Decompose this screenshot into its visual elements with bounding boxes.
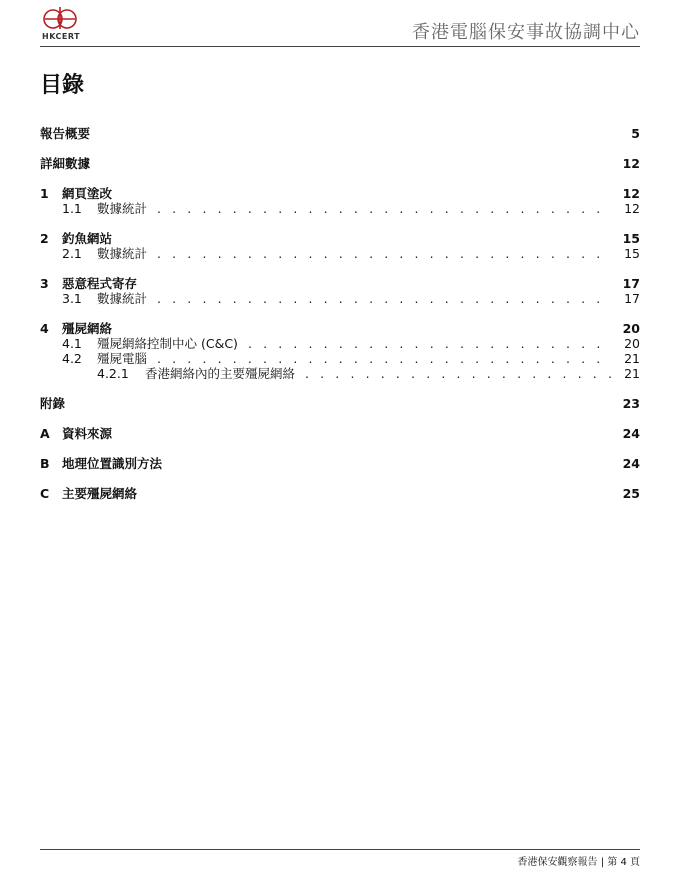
- toc-entry-label: 報告概要: [40, 126, 91, 141]
- logo-text: HKCERT: [42, 32, 81, 41]
- toc-entry[interactable]: [40, 486, 640, 501]
- page-footer: [40, 849, 640, 868]
- toc-gap: [40, 441, 640, 456]
- toc-entry[interactable]: [40, 156, 640, 171]
- toc-entry[interactable]: [40, 426, 640, 441]
- toc-entry[interactable]: [40, 366, 640, 381]
- toc-entry-label: 殭屍網絡: [62, 321, 113, 336]
- toc-gap: [40, 141, 640, 156]
- toc-entry-number: 2.1: [62, 246, 82, 261]
- toc-entry-number: A: [40, 426, 50, 441]
- dot-leader: [157, 351, 612, 366]
- dot-leader: [157, 201, 612, 216]
- toc-entry-number: 2: [40, 231, 49, 246]
- dot-leader: [248, 336, 612, 351]
- toc-gap: [40, 216, 640, 231]
- toc-entry-page: 21: [624, 366, 640, 381]
- toc-entry-number: 1: [40, 186, 49, 201]
- dot-leader: [157, 246, 612, 261]
- toc-entry-page: 17: [622, 276, 640, 291]
- toc-entry-label: 網頁塗改: [62, 186, 113, 201]
- toc-gap: [40, 306, 640, 321]
- table-of-contents: [40, 126, 640, 501]
- toc-entry-page: 15: [622, 231, 640, 246]
- toc-entry-page: 21: [624, 351, 640, 366]
- footer-text: 香港保安觀察報告 | 第 4 頁: [517, 857, 640, 868]
- dot-leader: [305, 366, 612, 381]
- toc-entry-number: B: [40, 456, 50, 471]
- toc-entry-label: 香港網絡內的主要殭屍網絡: [145, 366, 296, 381]
- toc-entry-number: 3.1: [62, 291, 82, 306]
- toc-gap: [40, 171, 640, 186]
- toc-entry-page: 12: [624, 201, 640, 216]
- toc-entry-page: 12: [622, 156, 640, 171]
- toc-entry[interactable]: [40, 201, 640, 216]
- hkcert-logo: [40, 6, 100, 44]
- toc-entry-page: 20: [624, 336, 640, 351]
- toc-entry-page: 20: [622, 321, 640, 336]
- toc-entry-label: 主要殭屍網絡: [62, 486, 138, 501]
- toc-entry-label: 資料來源: [62, 426, 113, 441]
- logo-mark-icon: [42, 6, 78, 30]
- toc-entry-number: 1.1: [62, 201, 82, 216]
- dot-leader: [157, 291, 612, 306]
- toc-entry-label: 殭屍電腦: [97, 351, 148, 366]
- toc-entry-number: 3: [40, 276, 49, 291]
- toc-entry-number: 4.1: [62, 336, 82, 351]
- toc-entry[interactable]: [40, 126, 640, 141]
- toc-entry-label: 地理位置識別方法: [62, 456, 163, 471]
- page-title: 目錄: [40, 73, 85, 98]
- toc-gap: [40, 411, 640, 426]
- toc-entry-page: 24: [622, 426, 640, 441]
- toc-entry-page: 17: [624, 291, 640, 306]
- toc-entry[interactable]: [40, 321, 640, 336]
- toc-entry[interactable]: [40, 396, 640, 411]
- toc-entry[interactable]: [40, 246, 640, 261]
- toc-gap: [40, 381, 640, 396]
- toc-entry[interactable]: [40, 351, 640, 366]
- toc-entry-page: 5: [631, 126, 640, 141]
- toc-entry-label: 數據統計: [97, 246, 148, 261]
- toc-entry-number: 4.2.1: [97, 366, 129, 381]
- toc-gap: [40, 261, 640, 276]
- toc-entry-number: 4.2: [62, 351, 82, 366]
- toc-entry-page: 23: [622, 396, 640, 411]
- organization-name: 香港電腦保安事故協調中心: [412, 22, 640, 43]
- toc-entry-label: 數據統計: [97, 291, 148, 306]
- toc-entry-number: 4: [40, 321, 49, 336]
- toc-entry-page: 25: [622, 486, 640, 501]
- toc-entry-label: 殭屍網絡控制中心 (C&C): [97, 336, 238, 351]
- toc-entry[interactable]: [40, 336, 640, 351]
- toc-entry[interactable]: [40, 291, 640, 306]
- toc-entry[interactable]: [40, 456, 640, 471]
- toc-entry-label: 惡意程式寄存: [62, 276, 138, 291]
- toc-entry[interactable]: [40, 231, 640, 246]
- toc-entry[interactable]: [40, 276, 640, 291]
- toc-entry-page: 15: [624, 246, 640, 261]
- toc-entry-label: 詳細數據: [40, 156, 91, 171]
- toc-entry[interactable]: [40, 186, 640, 201]
- toc-entry-page: 12: [622, 186, 640, 201]
- toc-entry-label: 釣魚網站: [62, 231, 113, 246]
- toc-entry-label: 附錄: [40, 396, 66, 411]
- toc-entry-page: 24: [622, 456, 640, 471]
- toc-entry-label: 數據統計: [97, 201, 148, 216]
- page-header: [40, 6, 640, 47]
- toc-gap: [40, 471, 640, 486]
- toc-entry-number: C: [40, 486, 50, 501]
